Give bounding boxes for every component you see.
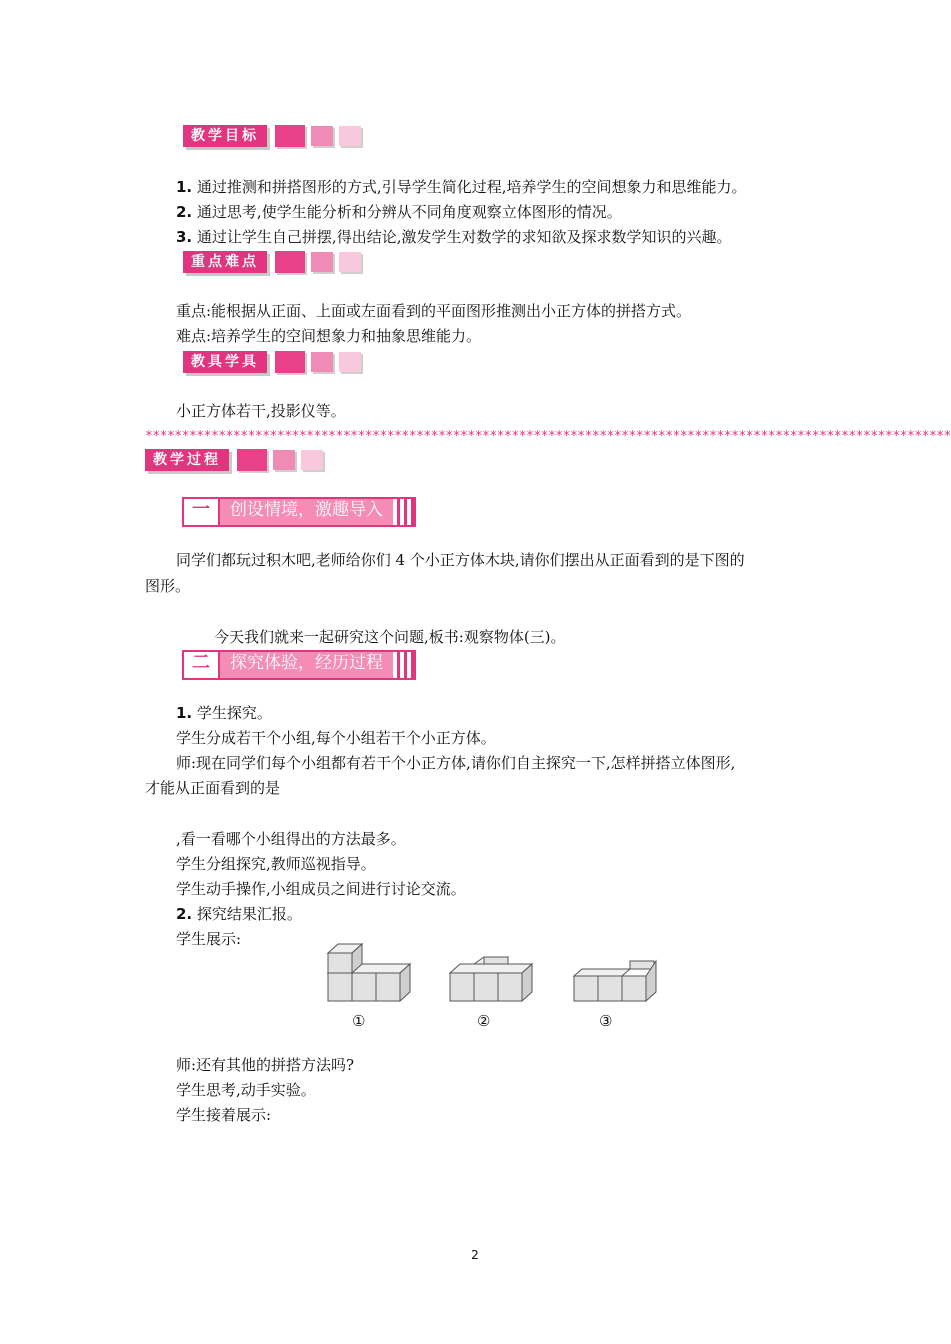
text-line: 才能从正面看到的是 [145, 779, 281, 797]
step-number: 2. [176, 905, 193, 923]
text-line: 学生分成若干个小组,每个小组若干个小正方体。 [176, 729, 496, 747]
intro-paragraph-line: 图形。 [145, 577, 191, 595]
figure-label: ① [352, 1012, 366, 1030]
decor-square [273, 450, 295, 470]
step-item [176, 703, 272, 723]
arrangement-1 [328, 944, 410, 1001]
subsection-title: 创设情境，激趣导入 [230, 500, 383, 520]
text-line: 师:还有其他的拼搭方法吗? [176, 1056, 355, 1074]
text-line: 学生分组探究,教师巡视指导。 [176, 855, 376, 873]
goal-number: 3. [176, 228, 193, 246]
section-title: 教学目标 [183, 125, 267, 147]
text-line: 学生展示: [176, 930, 242, 948]
subsection-number: 二 [184, 652, 220, 678]
subsection-number: 一 [184, 499, 220, 525]
figure-label: ② [477, 1012, 491, 1030]
section-header-process [145, 447, 323, 473]
figure-label: ③ [599, 1012, 613, 1030]
step-number: 1. [176, 704, 193, 722]
goal-item [176, 202, 622, 222]
goal-item [176, 177, 746, 197]
subsection-title: 探究体验，经历过程 [230, 653, 383, 673]
today-line: 今天我们就来一起研究这个问题,板书:观察物体(三)。 [214, 628, 566, 646]
cube-arrangements-figure [320, 948, 670, 1008]
text-line: 学生动手操作,小组成员之间进行讨论交流。 [176, 880, 466, 898]
step-text: 学生探究。 [196, 704, 272, 722]
text-line: 学生接着展示: [176, 1106, 272, 1124]
tools-text: 小正方体若干,投影仪等。 [176, 402, 346, 420]
decor-square [275, 351, 305, 373]
section-header-tools [183, 349, 361, 375]
goal-text: 通过让学生自己拼摆,得出结论,激发学生对数学的求知欲及探求数学知识的兴趣。 [196, 228, 732, 246]
decor-bars [393, 499, 414, 525]
intro-paragraph-line: 同学们都玩过积木吧,老师给你们 4 个小正方体木块,请你们摆出从正面看到的是下图的 [176, 551, 745, 569]
section-header-goals [183, 123, 361, 149]
difficulty-line: 难点:培养学生的空间想象力和抽象思维能力。 [176, 327, 482, 345]
decor-square [311, 252, 333, 272]
goal-number: 2. [176, 203, 193, 221]
section-title: 重点难点 [183, 251, 267, 273]
section-title: 教学过程 [145, 449, 229, 471]
decor-square [275, 125, 305, 147]
subsection-header-1 [182, 497, 416, 527]
decor-bars [393, 652, 414, 678]
decor-square [301, 450, 323, 470]
step-text: 探究结果汇报。 [196, 905, 302, 923]
goal-number: 1. [176, 178, 193, 196]
decor-square [275, 251, 305, 273]
goal-text: 通过推测和拼搭图形的方式,引导学生简化过程,培养学生的空间想象力和思维能力。 [196, 178, 747, 196]
decor-square [339, 352, 361, 372]
keypoint-line: 重点:能根据从正面、上面或左面看到的平面图形推测出小正方体的拼搭方式。 [176, 302, 692, 320]
goal-text: 通过思考,使学生能分析和分辨从不同角度观察立体图形的情况。 [196, 203, 622, 221]
star-divider: ************************************************************************************************************** [145, 429, 951, 444]
decor-square [339, 126, 361, 146]
decor-square [311, 126, 333, 146]
section-header-keypoints [183, 249, 361, 275]
goal-item [176, 227, 731, 247]
page-number: 2 [471, 1248, 479, 1262]
arrangement-2 [450, 957, 532, 1001]
section-title: 教具学具 [183, 351, 267, 373]
decor-square [237, 449, 267, 471]
text-line: 师:现在同学们每个小组都有若干个小正方体,请你们自主探究一下,怎样拼搭立体图形, [176, 754, 736, 772]
decor-square [339, 252, 361, 272]
text-line: 学生思考,动手实验。 [176, 1081, 316, 1099]
text-line: ,看一看哪个小组得出的方法最多。 [176, 830, 406, 848]
decor-square [311, 352, 333, 372]
arrangement-3 [574, 961, 656, 1001]
step-item [176, 904, 302, 924]
subsection-header-2 [182, 650, 416, 680]
